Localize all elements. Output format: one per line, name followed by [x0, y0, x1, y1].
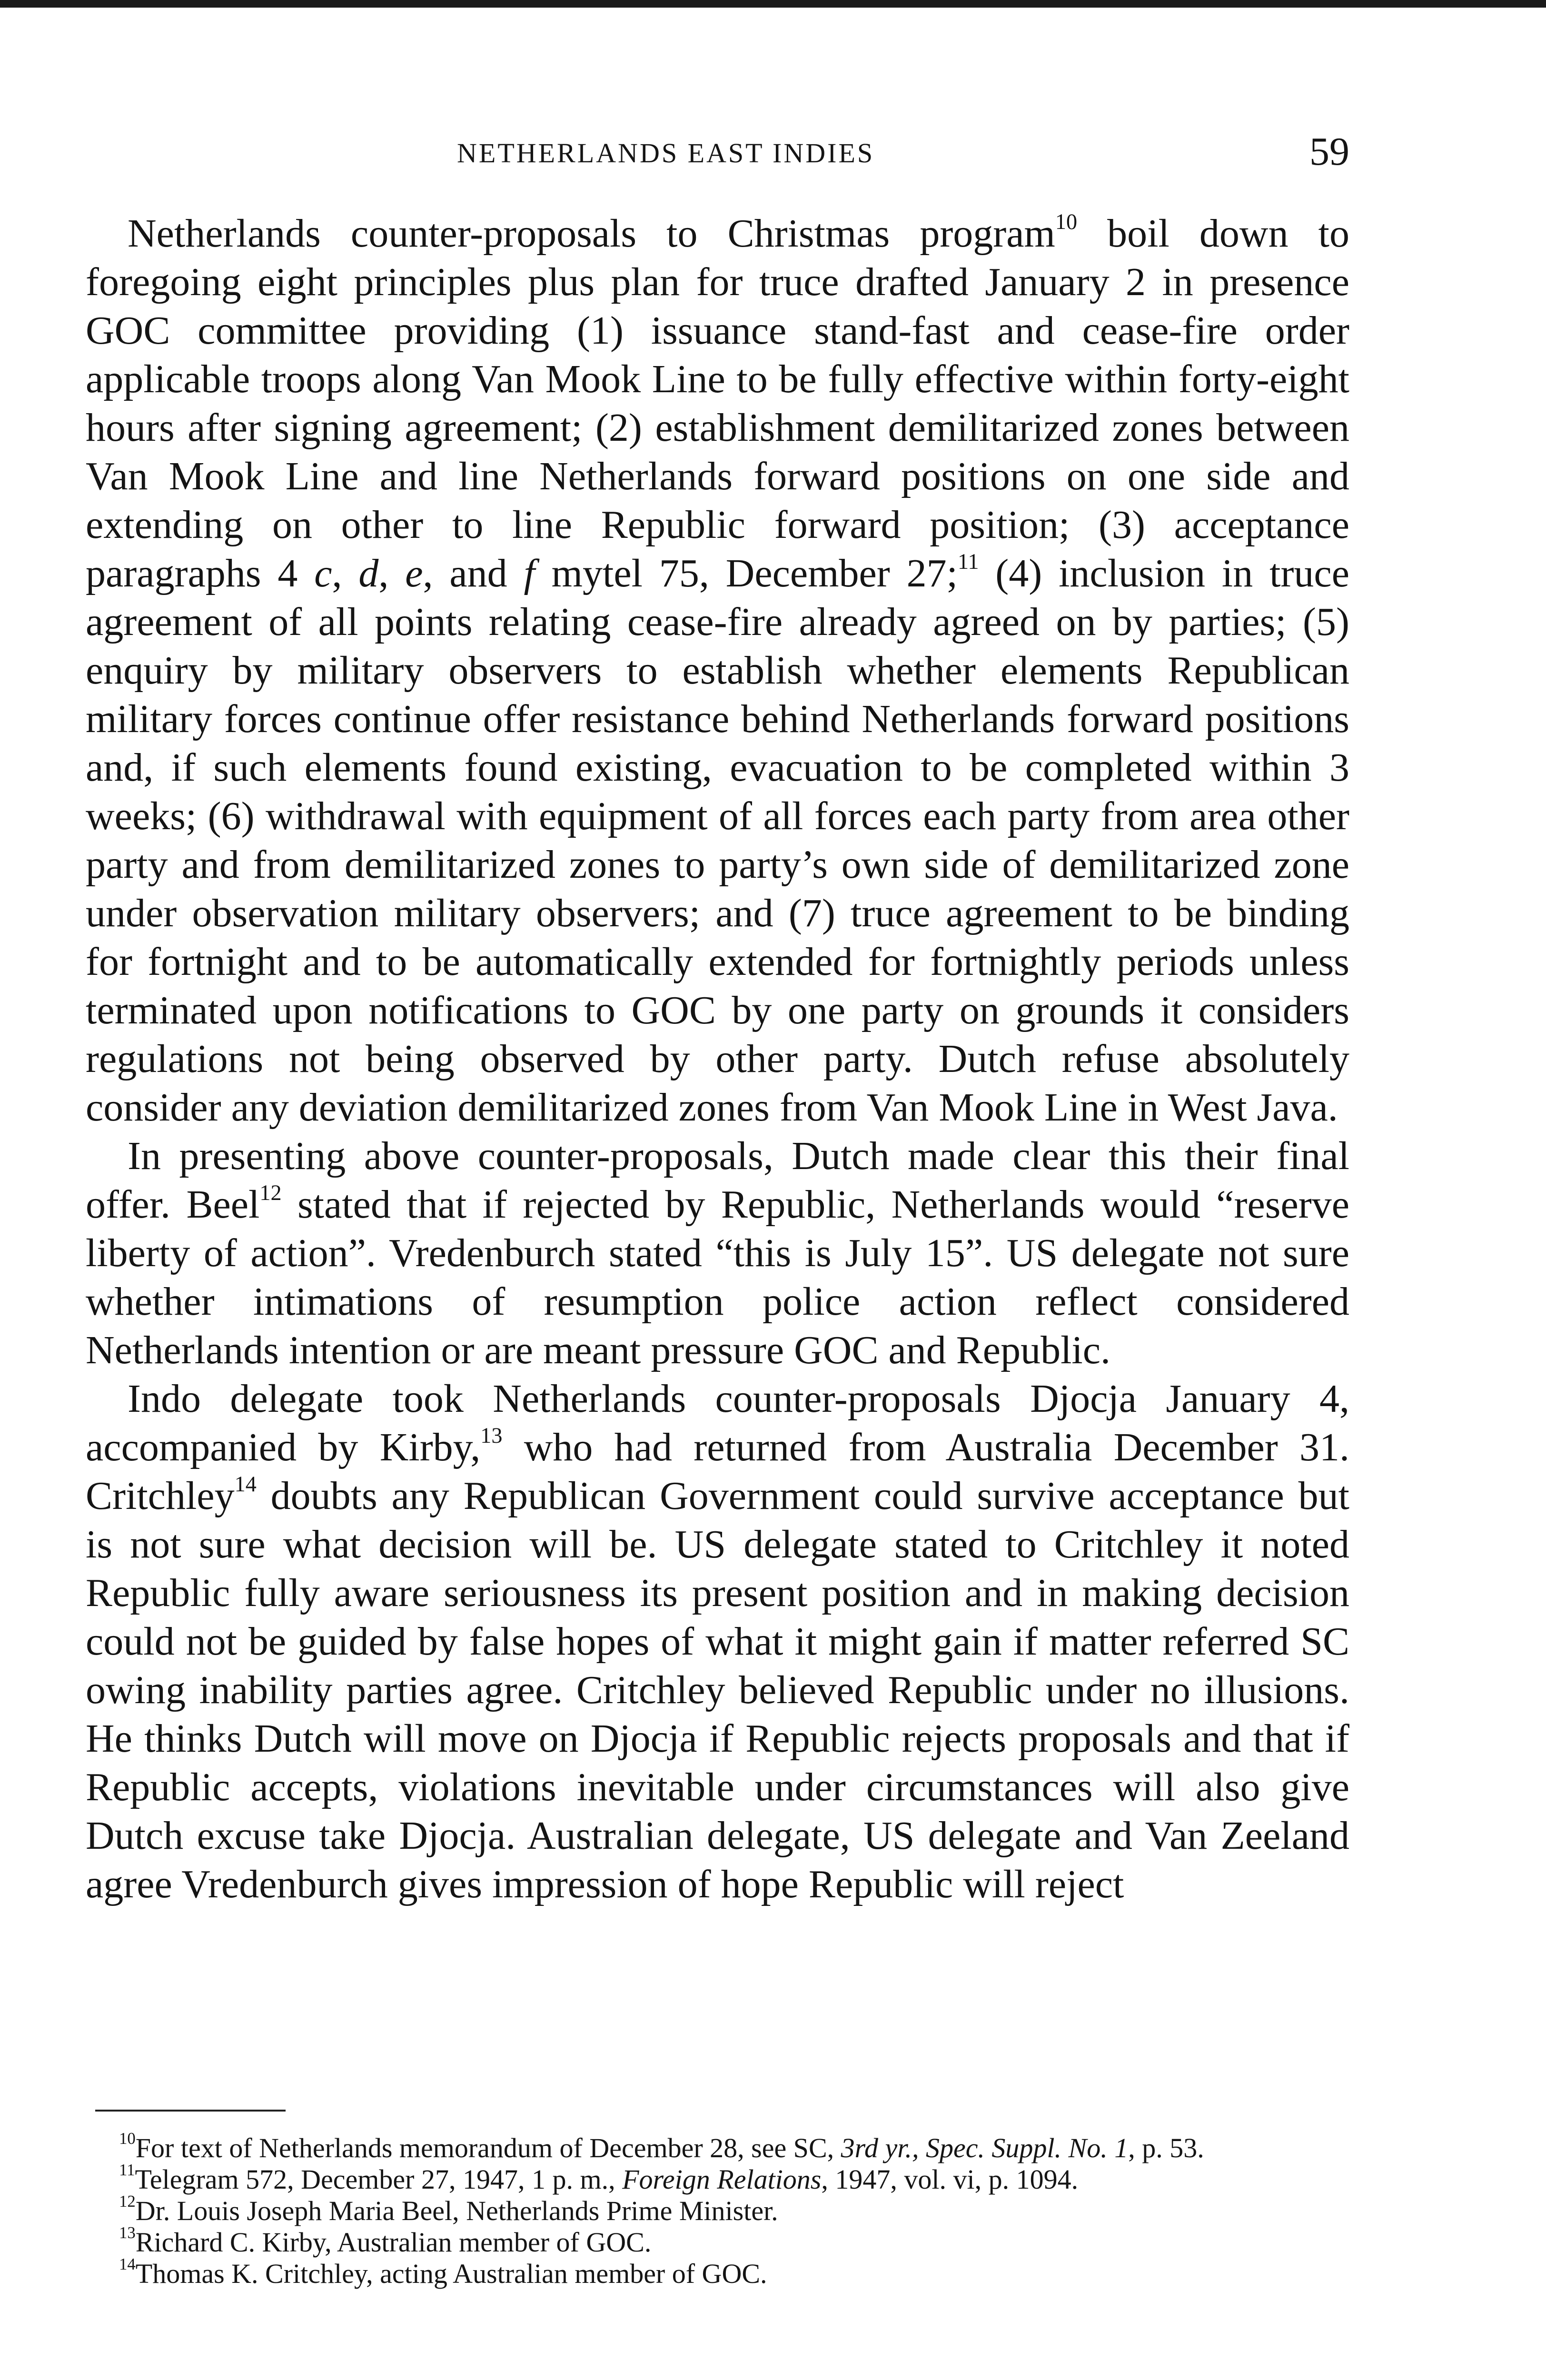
- footnote-12: [90, 2192, 1349, 2227]
- footnote-rule: [95, 2110, 286, 2112]
- footnote-marker: 14: [119, 2255, 136, 2274]
- text-run: In presenting above counter-proposals, Dutch made clear this their final offer. Beel: [86, 1134, 1349, 1227]
- footnote-marker: 13: [119, 2223, 136, 2242]
- text-run: f: [524, 551, 535, 595]
- footnote-text: Foreign Relations: [622, 2164, 822, 2195]
- footnote-ref-12[interactable]: 12: [259, 1180, 282, 1205]
- footnote-text: Dr. Louis Joseph Maria Beel, Netherlands Prime Minister.: [135, 2195, 778, 2226]
- footnote-11: [90, 2161, 1349, 2195]
- page-number: 59: [1309, 129, 1349, 174]
- footnote-text: Thomas K. Critchley, acting Australian member of GOC.: [135, 2258, 767, 2289]
- footnote-text: , p. 53.: [1128, 2132, 1204, 2163]
- text-run: mytel 75, December 27;: [535, 551, 958, 595]
- top-border: [0, 0, 1546, 8]
- text-run: stated that if rejected by Republic, Netherlands would “reserve liberty of action”. Vredenburch stated “this is July 15”. US delegate not sure whether intimations of resumption police action reflect considered Netherlands intention or are meant pressure GOC and Republic.: [86, 1182, 1350, 1372]
- text-run: e: [405, 551, 423, 595]
- footnote-ref-13[interactable]: 13: [480, 1423, 503, 1448]
- footnote-text: Richard C. Kirby, Australian member of GOC.: [135, 2227, 652, 2258]
- footnote-marker: 10: [119, 2129, 136, 2148]
- footnote-text: For text of Netherlands memorandum of December 28, see SC,: [135, 2132, 841, 2163]
- footnote-13: [90, 2223, 1349, 2258]
- footnote-ref-11[interactable]: 11: [957, 549, 979, 574]
- text-run: Indo delegate took Netherlands counter-proposals Djocja January 4, accompanied by Kirby,: [86, 1377, 1349, 1469]
- paragraph-3: [86, 1375, 1349, 1909]
- text-run: who had returned from Australia December 31. Critchley: [86, 1425, 1350, 1518]
- page-header: [86, 129, 1349, 181]
- running-head: NETHERLANDS EAST INDIES: [457, 138, 875, 169]
- footnotes: [90, 2129, 1349, 2290]
- text-run: Netherlands counter-proposals to Christmas program: [128, 211, 1055, 256]
- text-run: ,: [378, 551, 406, 595]
- paragraph-1: [86, 209, 1349, 1132]
- text-run: ,: [332, 551, 359, 595]
- body-text: [86, 209, 1349, 1909]
- footnote-text: 3rd yr., Spec. Suppl. No. 1: [841, 2132, 1129, 2163]
- text-run: d: [358, 551, 379, 595]
- footnote-marker: 11: [119, 2161, 135, 2180]
- footnote-ref-14[interactable]: 14: [234, 1472, 257, 1497]
- footnote-text: Telegram 572, December 27, 1947, 1 p. m.,: [135, 2164, 623, 2195]
- footnote-marker: 12: [119, 2192, 136, 2211]
- text-run: , and: [423, 551, 524, 595]
- footnote-14: [90, 2255, 1349, 2290]
- footnote-text: , 1947, vol. vi, p. 1094.: [821, 2164, 1079, 2195]
- text-run: (4) inclusion in truce agreement of all points relating cease-fire already agreed on by parties; (5) enquiry by military observers to establish whether elements Republican military forces continue offer resistance behind Netherlands forward positions and, if such elements found existing, evacuation to be completed within 3 weeks; (6) withdrawal with equipment of all forces each party from area other party and from demilitarized zones to party’s own side of demilitarized zone under observation military observers; and (7) truce agreement to be binding for fortnight and to be automatically extended for fortnightly periods unless terminated upon notifications to GOC by one party on grounds it considers regulations not being observed by other party. Dutch refuse absolutely consider any deviation demilitarized zones from Van Mook Line in West Java.: [86, 551, 1349, 1130]
- paragraph-2: [86, 1132, 1349, 1375]
- text-run: c: [314, 551, 332, 595]
- footnote-ref-10[interactable]: 10: [1055, 209, 1078, 234]
- footnote-10: [90, 2129, 1349, 2164]
- text-run: doubts any Republican Government could survive acceptance but is not sure what decision will be. US delegate stated to Critchley it noted Republic fully aware seriousness its present position and in making decision could not be guided by false hopes of what it might gain if matter referred SC owing inability parties agree. Critchley believed Republic under no illusions. He thinks Dutch will move on Djocja if Republic rejects proposals and that if Republic accepts, violations inevitable under circumstances will also give Dutch excuse take Djocja. Australian delegate, US delegate and Van Zeeland agree Vredenburch gives impression of hope Republic will reject: [86, 1474, 1349, 1906]
- text-run: boil down to foregoing eight principles plus plan for truce drafted January 2 in presence GOC committee providing (1) issuance stand-fast and cease-fire order applicable troops along Van Mook Line to be fully effective within forty-eight hours after signing agreement; (2) establishment demilitarized zones between Van Mook Line and line Netherlands forward positions on one side and extending on other to line Republic forward position; (3) acceptance paragraphs 4: [86, 211, 1349, 595]
